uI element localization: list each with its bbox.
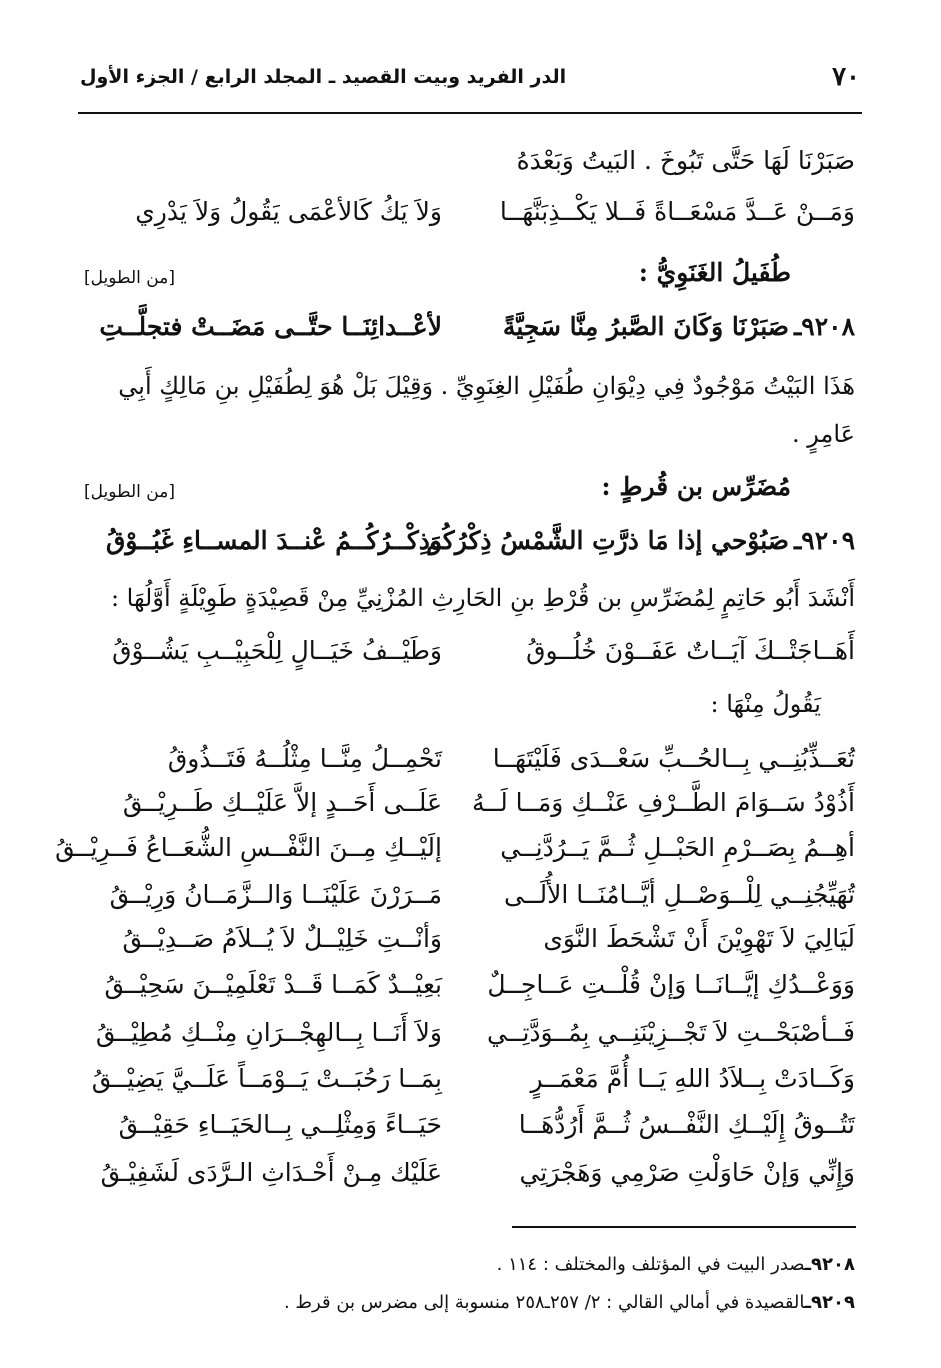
footnote-9209 (284, 1292, 855, 1313)
verse-number-9209: ٩٢٠٩ـ (793, 526, 855, 555)
running-title: الدر الفريد وبيت القصيد ـ المجلد الرابع / الجزء الأول (80, 66, 567, 88)
footnote-text: القصيدة في أمالي القالي : ٢/ ٢٥٧ـ٢٥٨ منسوبة إلى مضرس بن قرط . (283, 1292, 805, 1313)
first-verse-left-hemistich: وَطَيْــفُ خَيَــالٍ لِلْحَبِيْــبِ يَشُــوْقُ (112, 636, 442, 665)
footnote-rule (512, 1226, 856, 1228)
header-rule (78, 112, 862, 114)
verse-number-9208: ٩٢٠٨ـ (793, 312, 855, 341)
couplet-right: وَكَــادَتْ بِــلاَدُ اللهِ يَــا أُمَّ مَعْمَــرٍ (530, 1064, 855, 1093)
footnote-number: ٩٢٠٩ـ (804, 1292, 855, 1313)
couplet-right: وَإِنِّي وَإنْ حَاوَلْتِ صَرْمِي وَهَجْرَتِي (519, 1158, 855, 1187)
couplet-right: أَذُوْدُ سَــوَامَ الطَّــرْفِ عَنْــكِ وَمَــا لَــهُ (472, 788, 855, 817)
footnote-text: صدر البيت في المؤتلف والمختلف : ١١٤ . (496, 1254, 805, 1275)
couplet-right: أهِــمُ بِصَــرْمِ الحَبْــلِ ثُــمَّ يَــرُدَّنِــي (500, 833, 855, 862)
intro-verse-left-hemistich: وَلاَ يَكُ كَالأعْمَى يَقُولُ وَلاَ يَدْرِي (135, 197, 442, 226)
page-number: ٧٠ (832, 62, 860, 92)
commentary-9208-line2: عَامِرٍ . (792, 420, 855, 448)
couplet-left: إلَيْــكِ مِــنَ النَّفْــسِ الشُّعَــاعُ فَــرِيْــقُ (55, 833, 442, 862)
couplet-right: تَتُــوقُ إِلَيْــكِ النَّفْــسُ ثُــمَّ أَرُدُّهَــا (518, 1110, 855, 1139)
couplet-left: وَلاَ أَنَــا بِــالهِجْــرَانِ مِنْــكِ مُطِيْــقُ (95, 1018, 442, 1047)
commentary-9208-line1: هَذَا البَيْتُ مَوْجُودٌ فِي دِيْوَانِ طُفَيْلِ الغِنَوِيِّ . وَقِيْلَ بَلْ هُوَ لِطُفَيْلِ بنِ مَالِكٍ أَبِي (118, 372, 855, 400)
couplet-left: وَأنْــتِ خَلِيْــلٌ لاَ يُــلاَمُ صَــدِيْــقُ (122, 924, 442, 953)
couplet-left: عَلَــى أَحَــدٍ إلاَّ عَلَيْــكِ طَــرِيْــقُ (122, 788, 442, 817)
couplet-left: عَلَيْك مِـنْ أَحْـدَاثِ الـرَّدَى لَشَفِيْـقُ (100, 1158, 442, 1187)
verse-9208-right-hemistich: صَبَرْنَا وَكَانَ الصَّبرُ مِنَّا سَجِيَّةً (502, 312, 789, 341)
footnote-9208 (497, 1254, 855, 1275)
couplet-left: مَــرَرْنَ عَلَيْنَــا وَالــزَّمَــانُ وَرِيْــقُ (109, 880, 442, 909)
intro-verse-right-hemistich: وَمَــنْ عَــدَّ مَسْعَــاةً فَــلا يَكْــذِبَنَّهَــا (499, 197, 855, 226)
page-header (80, 62, 860, 102)
meter-label-9208: [من الطويل] (84, 268, 175, 288)
first-verse-right-hemistich: أَهَــاجَتْــكَ آيَــاتٌ عَفَــوْنَ خُلُــوقُ (526, 636, 855, 665)
couplet-right: وَوَعْــدُكِ إيَّــانَــا وَإنْ قُلْــتِ عَــاجِــلٌ (487, 970, 855, 999)
couplet-right: فَــأصْبَحْــتِ لاَ تَجْــزِيْنَنِــي بِمُــوَدَّتِــي (486, 1018, 855, 1047)
verse-9209-right-hemistich: صَبُوْحي إذا مَا ذرَّتِ الشَّمْسُ ذِكْرُكُم (426, 526, 789, 555)
footnote-number: ٩٢٠٨ـ (804, 1254, 855, 1275)
couplet-left: تَحْمِــلُ مِنَّــا مِثْلُــهُ فَتَــذُوقُ (167, 744, 442, 773)
couplet-right: تُهَيِّجُنِــي لِلْــوَصْــلِ أيَّــامُنَــا الأُلَــى (504, 880, 855, 909)
verse-9209-left-hemistich: وَذِكْــرُكُــمُ عْنــدَ المســاءِ غَبُــوْقُ (106, 526, 442, 555)
couplet-right: تُعَــذِّبُنِــي بِــالحُــبِّ سَعْــدَى فَلَيْتَهَــا (492, 744, 855, 773)
couplet-left: بَعِيْــدٌ كَمَــا قَــدْ تَعْلَمِيْــنَ سَحِيْــقُ (104, 970, 442, 999)
meter-label-9209: [من الطويل] (84, 482, 175, 502)
couplet-left: حَيَــاءً وَمِثْلِــي بِــالحَيَــاءِ حَقِيْــقُ (118, 1110, 442, 1139)
couplet-left: بِمَــا رَحُبَــتْ يَــوْمَــاً عَلَــيَّ يَضِيْــقُ (91, 1064, 442, 1093)
poet-name-9208: طُفَيلُ الغَنَوِيُّ : (638, 258, 791, 287)
says-line: يَقُولُ مِنْهَا : (710, 690, 821, 718)
intro-9209: أَنْشَدَ أَبُو حَاتِمٍ لِمُضَرِّسِ بن قُرْطِ بنِ الحَارِثِ المُزْنِيِّ مِنْ قَصِيْدَةٍ طَوِيْلَةٍ أَوَّلُهَا : (110, 584, 855, 612)
verse-9208-left-hemistich: لأعْــدائِنَــا حتَّــى مَضَــتْ فتجلَّــتِ (99, 312, 442, 341)
couplet-right: لَيَالِيَ لاَ تَهْوِيْنَ أَنْ تَشْحَطَ النَّوَى (543, 924, 855, 953)
intro-verse-line1: صَبَرْنَا لَهَا حَتَّى تَبُوخَ . البَيتُ وَبَعْدَهُ (516, 146, 855, 175)
poet-name-9209: مُضَرِّس بن قُرطٍ : (601, 472, 791, 501)
